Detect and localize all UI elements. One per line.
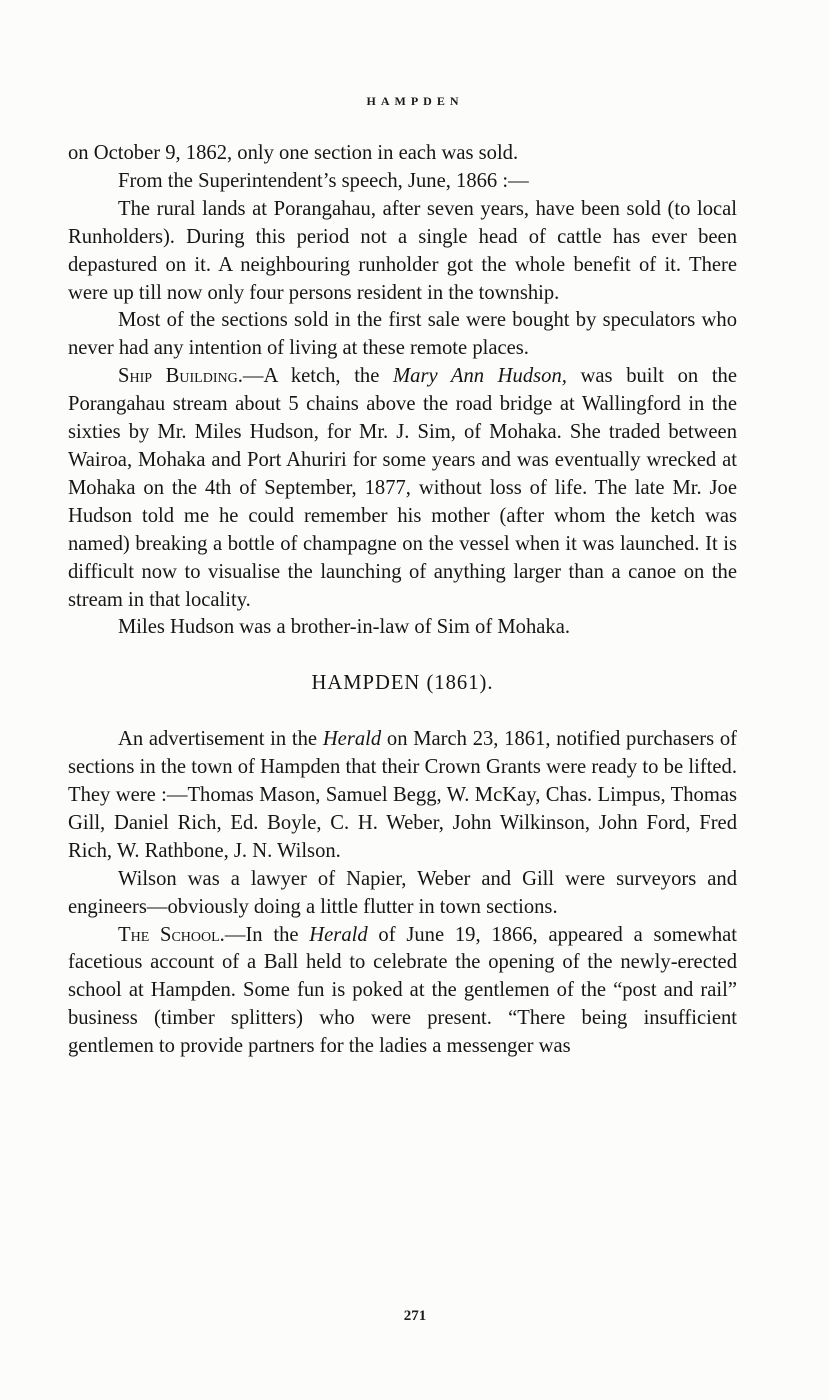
paragraph-speculators: Most of the sections sold in the first sale were bought by speculators who never had any intention of living at these remote places. [68,309,737,360]
paragraph-ship-building [68,363,737,614]
paragraph-wilson: Wilson was a lawyer of Napier, Weber and Gill were surveyors and engineers—obviously doing a little flutter in town sections. [68,867,737,918]
ship-building-lead: Ship Building. [118,365,243,388]
paragraph-school [68,922,737,1062]
newspaper-name-2: Herald [309,923,368,946]
paragraph-miles-hudson: Miles Hudson was a brother-in-law of Sim of Mohaka. [118,616,570,639]
running-head: HAMPDEN [366,94,464,108]
section-heading: HAMPDEN (1861). [311,672,494,695]
school-lead: The School. [118,923,225,946]
school-text-b: of June 19, 1866, appeared a somewhat facetious account of a Ball held to celebrate the opening of the newly-erected school at Hampden. Some fun is poked at the gentlemen of the “post and rail” business (timber splitters) who were present. “There being insufficient gentlemen to provide partners for the ladies a messenger was [68,923,737,1058]
school-text-a: —In the [224,923,310,946]
advertisement-text-a: An advertisement in the [118,728,323,751]
paragraph-continuation: on October 9, 1862, only one section in each was sold. [68,142,519,164]
body-text [68,140,737,1061]
paragraph-speech-intro: From the Superintendent’s speech, June, 1866 :— [118,169,529,192]
page-number: 271 [403,1308,427,1324]
ship-building-text-b: was built on the Porangahau stream about 5 chains above the road bridge at Wallingford in the sixties by Mr. Miles Hudson, for Mr. J. Sim, of Mohaka. She traded between Wairoa, Mohaka and Port Ahuriri for some years and was eventually wrecked at Mohaka on the 4th of September, 1877, without loss of life. The late Mr. Joe Hudson told me he could remember his mother (after whom the ketch was named) breaking a bottle of champagne on the vessel when it was launched. It is difficult now to visualise the launching of anything larger than a canoe on the stream in that locality. [68,365,737,611]
paragraph-rural-lands: The rural lands at Porangahau, after seven years, have been sold (to local Runholders). During this period not a single head of cattle has ever been depastured on it. A neighbouring runholder got the whole benefit of it. There were up till now only four persons resident in the township. [68,197,737,304]
paragraph-advertisement [68,726,737,866]
advertisement-text-b: on March 23, 1861, notified purchasers of sections in the town of Hampden that their Crown Grants were ready to be lifted. They were :—Thomas Mason, Samuel Begg, W. McKay, Chas. Limpus, Thomas Gill, Daniel Rich, Ed. Boyle, C. H. Weber, John Wilkinson, John Ford, Fred Rich, W. Rathbone, J. N. Wilson. [68,728,737,862]
ship-building-text-a: —A ketch, the [242,365,393,388]
newspaper-name: Herald [322,728,382,751]
ketch-name: Mary Ann Hudson, [393,365,567,388]
